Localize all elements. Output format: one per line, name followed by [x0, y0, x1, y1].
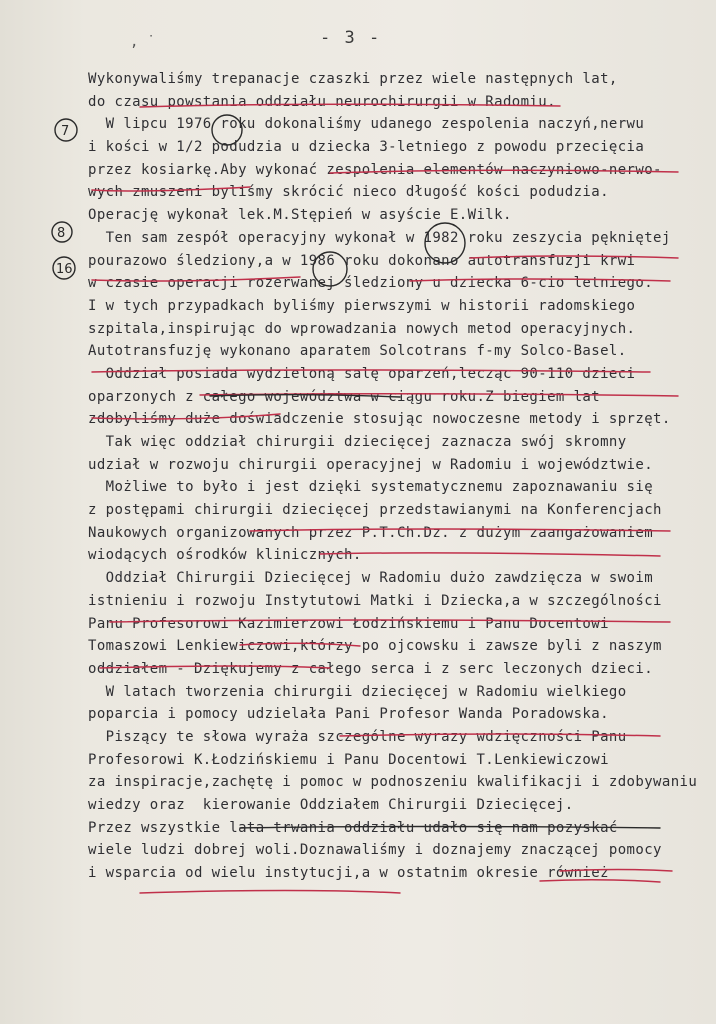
text-line: poparcia i pomocy udzielała Pani Profesor Wanda Poradowska.	[88, 706, 609, 723]
typewritten-text	[88, 68, 708, 885]
text-line: wych zmuszeni byliśmy skrócić nieco długość kości podudzia.	[88, 184, 609, 201]
text-line: w czasie operacji rozerwanej śledziony u dziecka 6-cio letniego.	[88, 275, 654, 292]
text-line: Oddział Chirurgii Dziecięcej w Radomiu dużo zawdzięcza w swoim	[88, 570, 654, 587]
margin-note-16	[53, 257, 75, 279]
text-line: Przez wszystkie lata trwania oddziału udało się nam pozyskać	[88, 819, 618, 836]
text-line: do czasu powstania oddziału neurochirurgii w Radomiu.	[88, 93, 556, 110]
text-line: Tomaszowi Lenkiewiczowi,którzy po ojcowsku i zawsze byli z naszym	[88, 638, 662, 655]
text-line: pourazowo śledziony,a w 1986 roku dokonano autotransfuzji krwi	[88, 252, 636, 269]
margin-note-8	[52, 222, 72, 242]
text-line: z postępami chirurgii dziecięcej przedstawianymi na Konferencjach	[88, 502, 662, 519]
text-line: istnieniu i rozwoju Instytutowi Matki i Dziecka,a w szczególności	[88, 592, 662, 609]
text-line: udział w rozwoju chirurgii operacyjnej w Radomiu i województwie.	[88, 456, 654, 473]
text-line: Panu Profesorowi Kazimierzowi Łodzińskiemu i Panu Docentowi	[88, 615, 609, 632]
text-line: Tak więc oddział chirurgii dziecięcej zaznacza swój skromny	[88, 434, 627, 450]
svg-text:8: 8	[57, 226, 66, 241]
svg-text:16: 16	[56, 262, 73, 277]
text-line: wiodących ośrodków klinicznych.	[88, 547, 362, 564]
text-line: Możliwe to było i jest dzięki systematycznemu zapoznawaniu się	[88, 479, 654, 496]
margin-note-7	[55, 119, 77, 141]
underline	[140, 891, 400, 894]
text-line: i wsparcia od wielu instytucji,a w ostatnim okresie również	[88, 865, 609, 882]
text-line: Autotransfuzję wykonano aparatem Solcotrans f-my Solco-Basel.	[88, 343, 627, 360]
text-line: oddziałem - Dziękujemy z całego serca i z serc leczonych dzieci.	[88, 660, 654, 677]
text-line: oparzonych z całego województwa w ciągu roku.Z biegiem lat	[88, 388, 601, 405]
text-line: za inspiracje,zachętę i pomoc w podnoszeniu kwalifikacji i zdobywaniu	[88, 774, 698, 791]
paper-specks: ‚ ˙	[130, 34, 156, 50]
text-line: Operację wykonał lek.M.Stępień w asyście E.Wilk.	[88, 207, 512, 224]
text-line: przez kosiarkę.Aby wykonać zespolenia elementów naczyniowo-nerwo-	[88, 161, 662, 178]
svg-text:7: 7	[61, 124, 70, 139]
text-line: Ten sam zespół operacyjny wykonał w 1982 roku zeszycia pękniętej	[88, 229, 671, 246]
text-line: i kości w 1/2 podudzia u dziecka 3-letniego z powodu przecięcia	[88, 139, 645, 156]
text-line: wiele ludzi dobrej woli.Doznawaliśmy i doznajemy znaczącej pomocy	[88, 842, 662, 859]
text-line: Oddział posiada wydzieloną salę oparzeń,lecząc 90-110 dzieci	[88, 365, 636, 382]
text-line: Naukowych organizowanych przez P.T.Ch.Dz. z dużym zaangażowaniem	[88, 524, 654, 541]
text-line: wiedzy oraz kierowanie Oddziałem Chirurgii Dziecięcej.	[88, 797, 574, 813]
text-line: Profesorowi K.Łodzińskiemu i Panu Docentowi T.Lenkiewiczowi	[88, 751, 609, 768]
text-line: W lipcu 1976 roku dokonaliśmy udanego zespolenia naczyń,nerwu	[88, 116, 645, 133]
text-line: Wykonywaliśmy trepanacje czaszki przez wiele następnych lat,	[88, 71, 618, 87]
text-line: Piszący te słowa wyraża szczególne wyrazy wdzięczności Panu	[88, 728, 627, 745]
page-number: - 3 -	[320, 28, 382, 48]
text-line: I w tych przypadkach byliśmy pierwszymi w historii radomskiego	[88, 297, 636, 314]
text-line: szpitala,inspirując do wprowadzania nowych metod operacyjnych.	[88, 320, 636, 337]
text-line: zdobyliśmy duże doświadczenie stosując nowoczesne metody i sprzęt.	[88, 411, 671, 428]
text-line: W latach tworzenia chirurgii dziecięcej w Radomiu wielkiego	[88, 683, 627, 700]
